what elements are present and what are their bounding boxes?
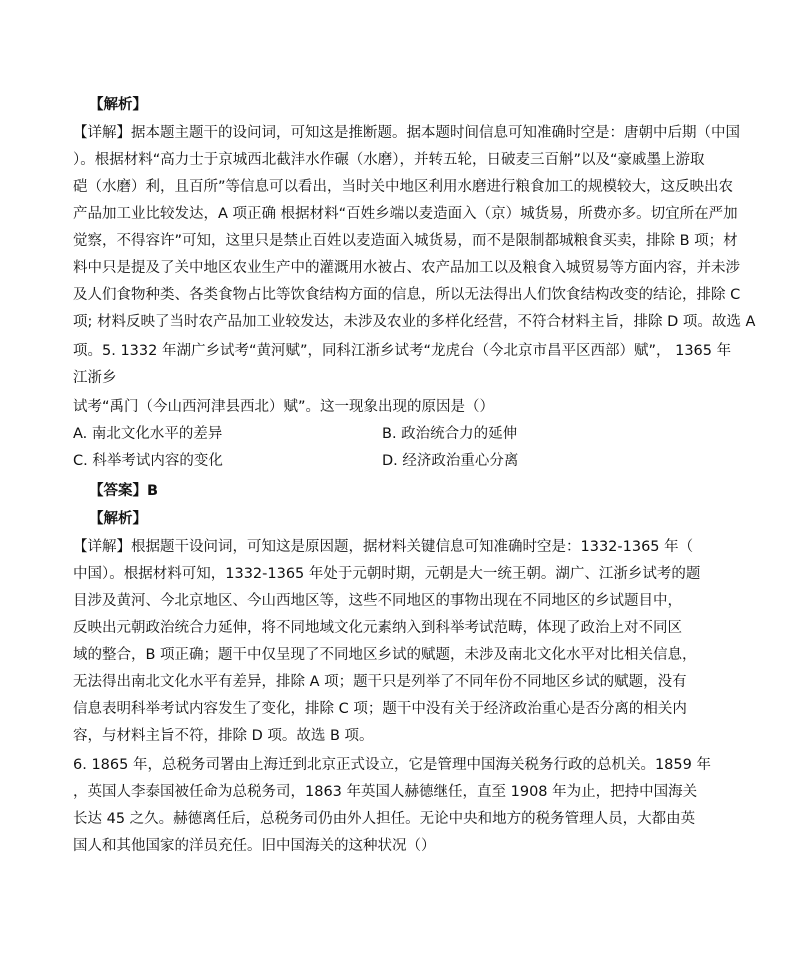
analysis-label: 【解析】 (89, 97, 147, 113)
text-line: 觉察，不得容许”可知，这里只是禁止百姓以麦造面入城货易，而不是限制都城粮食买卖，排除 B 项；材 (73, 233, 738, 249)
text-line: 【详解】据本题主题干的设问词，可知这是推断题。据本题时间信息可知准确时空是：唐朝中后期（中国 (73, 125, 740, 141)
option-b: B. 政治统合力的延伸 (382, 426, 518, 442)
text-line: 信息表明科举考试内容发生了变化，排除 C 项；题干中没有关于经济政治重心是否分离的相关内 (73, 701, 687, 717)
option-c: C. 科举考试内容的变化 (73, 453, 223, 469)
option-a: A. 南北文化水平的差异 (73, 426, 223, 442)
option-d: D. 经济政治重心分离 (382, 453, 519, 469)
text-line: 硙（水磨）利，且百所”等信息可以看出，当时关中地区利用水磨进行粮食加工的规模较大，这反映出农 (73, 179, 734, 195)
answer-label: 【答案】B (89, 483, 159, 499)
text-line: 【详解】根据题干设问词，可知这是原因题，据材料关键信息可知准确时空是：1332-1365 年（ (73, 539, 694, 555)
text-line: 江浙乡 (73, 370, 117, 386)
text-line: 中国）。根据材料可知，1332-1365 年处于元朝时期，元朝是大一统王朝。湖广、江浙乡试考的题 (73, 566, 701, 582)
text-line: 容，与材料主旨不符，排除 D 项。故选 B 项。 (73, 728, 374, 744)
text-line: 料中只是提及了关中地区农业生产中的灌溉用水被占、农产品加工以及粮食入城贸易等方面内容，并未涉 (73, 260, 740, 276)
question-6-line: 6. 1865 年，总税务司署由上海迁到北京正式设立，它是管理中国海关税务行政的总机关。1859 年 (73, 757, 711, 773)
question-5-stem: 试考“禹门（今山西河津县西北）赋”。这一现象出现的原因是（） (73, 399, 495, 415)
text-line: ，英国人李泰国被任命为总税务司，1863 年英国人赫德继任，直至 1908 年为止，把持中国海关 (73, 784, 698, 800)
question-5-line: 项。5. 1332 年湖广乡试考“黄河赋”，同科江浙乡试考“龙虎台（今北京市昌平区西部）赋”， 1365 年 (73, 343, 732, 359)
analysis-label: 【解析】 (89, 511, 147, 527)
text-line: 产品加工业比较发达，A 项正确 根据材料“百姓乡端以麦造面入（京）城货易，所费亦多。切宜所在严加 (73, 206, 738, 222)
text-line: 反映出元朝政治统合力延伸，将不同地域文化元素纳入到科举考试范畴，体现了政治上对不同区 (73, 620, 682, 636)
text-line: 及人们食物种类、各类食物占比等饮食结构方面的信息，所以无法得出人们饮食结构改变的结论，排除 C (73, 287, 741, 303)
text-line: 无法得出南北文化水平有差异，排除 A 项；题干只是列举了不同年份不同地区乡试的赋题，没有 (73, 674, 687, 690)
text-line: 域的整合，B 项正确；题干中仅呈现了不同地区乡试的赋题，未涉及南北文化水平对比相关信息， (73, 647, 697, 663)
text-line: 长达 45 之久。赫德离任后，总税务司仍由外人担任。无论中央和地方的税务管理人员，大都由英 (73, 811, 696, 827)
text-line: 项; 材料反映了当时农产品加工业较发达，未涉及农业的多样化经营，不符合材料主旨，排除 D 项。故选 A (73, 314, 756, 330)
text-line: ）。根据材料“高力士于京城西北截沣水作碾（水磨），并转五轮，日破麦三百斛”以及“豪戚墨上游取 (73, 152, 705, 168)
text-line: 目涉及黄河、今北京地区、今山西地区等，这些不同地区的事物出现在不同地区的乡试题目中， (73, 593, 682, 609)
question-6-stem: 国人和其他国家的洋员充任。旧中国海关的这种状况（） (73, 838, 436, 854)
